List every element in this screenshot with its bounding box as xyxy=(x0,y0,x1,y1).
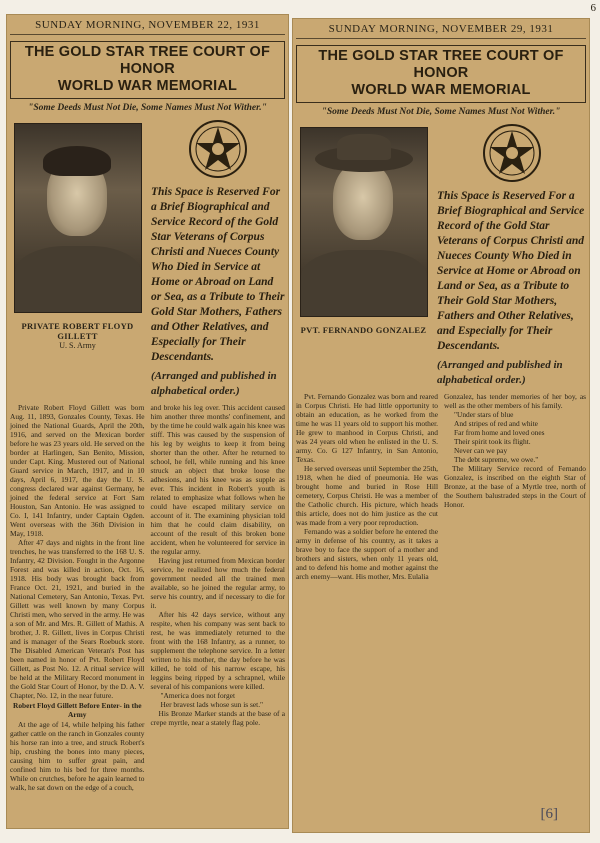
poem-line: The debt supreme, we owe." xyxy=(454,455,539,464)
memorial-banner xyxy=(10,41,285,99)
paragraph: After his 42 days service, without any respite, when his company was sent back to rest, he was immediately returned to the front with the 168 Infantry, as a runner, to supplement the telephone service. In a letter written to his mother, the day before he was killed, he told of his narrow escape, his leggins being ripped by a schrapnel, while several of his companions were killed. xyxy=(150,610,285,691)
soldier-portrait-photo xyxy=(300,127,428,317)
banner-line-2: WORLD WAR MEMORIAL xyxy=(57,78,238,94)
paragraph: He served overseas until September the 25th, 1918, when he died of pneumonia. He was brought home and buried in Rose Hill cemetery, Corpus Christi. He was a member of the Catholic church. His picture, which heads this article, does not do him justice as the cut was made from a very poor reproduction. xyxy=(296,464,438,527)
motto: "Some Deeds Must Not Die, Some Names Must Not Wither." xyxy=(28,103,267,113)
subheading: Robert Floyd Gillett Before Enter- in the Army xyxy=(13,701,142,719)
paragraph: and broke his leg over. This accident caused him another three months' confinement, and by the time he could walk again his knee was stiff. This was caused by the suspension of his leg by weights to keep it from being shorter than the other. After he returned to school, he fell, while running and his knee struck an object that broke loose the adhesions, and his knee was as supple as ever. This incident in Robert's youth is related to emphasize what follows when he could have escaped military service on account of it. The examining physician told him that he could claim disability, on account of the result of this broken bone accident, when he volunteered for service in the regular army. xyxy=(150,403,285,556)
arrangement-note: (Arranged and published in alphabetical order.) xyxy=(151,370,277,397)
archive-page-mark: [6] xyxy=(540,806,558,822)
paragraph: Gonzalez, has tender memories of her boy, as well as the other members of his family. xyxy=(444,392,586,410)
paragraph: After 47 days and nights in the front line trenches, he was transferred to the 168 U. S. Infantry, 42 Division. Fought in the Argonne Forest and was killed in action, Oct. 16, 1918. His body was brought back from France Oct. 21, 1921, and buried in the National Cemetery, San Antonio, Texas. Pvt. Gillett was well known by many Corpus Christi men, who served in the army. He was a son of Mr. and Mrs. R. Gillett of Mathis. A brother, J. R. Gillett, lives in Corpus Christi and is manager of the Sears Roebuck store. The Disabled American Veteran's Post has been named in honor of Pvt. Robert Floyd Gillett, as Post No. 12. A ritual service will be held at the Military Record monument in the Gold Star Court of Honor, by the D. A. V. Chapter, No. 12, in the near future. xyxy=(10,538,145,700)
banner-line-1: THE GOLD STAR TREE COURT OF HONOR xyxy=(24,44,271,77)
paragraph: Having just returned from Mexican border service, he realized how much the federal government needed all the trained men available, so he joined the regular army, to serve his country, and if necessary to die for it. xyxy=(150,556,285,610)
poem-line: And stripes of red and white xyxy=(454,419,538,428)
poem-line: Far from home and loved ones xyxy=(454,428,545,437)
poem-line: Their spirit took its flight. xyxy=(454,437,531,446)
poem-line: "Under stars of blue xyxy=(454,410,514,419)
article-column-1 xyxy=(296,392,438,581)
paragraph: The Military Service record of Fernando Gonzalez, is inscribed on the eighth Star of Bronze, at the base of a Myrtle tree, north of the Southern balustraded steps in the Court of Honor. xyxy=(444,464,586,509)
soldier-portrait-photo xyxy=(14,123,142,313)
gold-star-seal-icon xyxy=(188,119,248,179)
banner-line-1: THE GOLD STAR TREE COURT OF HONOR xyxy=(318,48,564,81)
reserved-space-notice: This Space is Reserved For a Brief Biographical and Service Record of the Gold Star Veterans of Corpus Christi and Nueces County Who Died in Service at Home or Abroad on Land or Sea, as a Tribute to Their Gold Star Mothers, Fathers and Other Relatives, and Especially for Their Descendants. xyxy=(437,190,585,352)
paragraph: At the age of 14, while helping his father gather cattle on the ranch in Gonzales county his horse ran into a tree, and struck Robert's hip, crushing the bones into many pieces, causing him to suffer great pain, and confined him to his bed for three months. While on crutches, before he again learned to walk, he sat down on the edge of a couch, xyxy=(10,720,145,792)
page-corner-number: 6 xyxy=(590,2,596,14)
paragraph: Fernando was a soldier before he entered the army in defense of his country, as it takes a brave boy to face the support of a mother and brothers and sisters, when only 11 years old, and to defend his home and mother against the arch enemy—want. His mother, Mrs. Eulalia xyxy=(296,527,438,581)
paragraph: Private Robert Floyd Gillett was born Aug. 11, 1893, Gonzales County, Texas. He joined the National Guards, April the 20th, 1916, and served on the Mexican border before he was 23 years old. He served on the border at Harlingen, San Benito, Mission, under Capt. King. Mustered out of National Guard service in March, 1917, and in 10 days, April 6, 1917, the day the U. S. congress declared war against Germany, he joined the federal service at Fort Sam Houston, San Antonio. He was assigned to Co. I, 141 Infantry, under Captain Ogden. Went overseas with the 36th Division in May, 1918. xyxy=(10,403,145,538)
dateline: SUNDAY MORNING, NOVEMBER 29, 1931 xyxy=(296,18,586,39)
reserved-space-notice: This Space is Reserved For a Brief Biographical and Service Record of the Gold Star Veterans of Corpus Christi and Nueces County Who Died in Service at Home or Abroad on Land or Sea, as a Tribute to Their Gold Star Mothers, Fathers and Other Relatives, and Especially for Their Descendants. xyxy=(151,186,285,363)
paragraph: Pvt. Fernando Gonzalez was born and reared in Corpus Christi. He had little opportunity to obtain an education, as he worked from the time he was 11 years old to support his mother. He grew to manhood in Corpus Christi, and was 24 years old when he enlisted in the U. S. army. Co. G 127 Infantry, in San Antonio, Texas. xyxy=(296,392,438,464)
gold-star-seal-icon xyxy=(482,123,542,183)
paragraph: His Bronze Marker stands at the base of a crepe myrtle, near a stately flag pole. xyxy=(150,709,285,727)
memorial-banner xyxy=(296,45,586,103)
clipping-right xyxy=(292,18,590,833)
article-column-2 xyxy=(151,403,286,792)
dateline: SUNDAY MORNING, NOVEMBER 22, 1931 xyxy=(10,14,285,35)
poem-line: "America does not forget xyxy=(160,691,236,700)
poem-line: Her bravest lads whose sun is set." xyxy=(160,700,264,709)
portrait-caption-sub: U. S. Army xyxy=(59,341,96,350)
banner-line-2: WORLD WAR MEMORIAL xyxy=(351,82,531,98)
article-column-2 xyxy=(444,392,586,581)
motto: "Some Deeds Must Not Die, Some Names Must Not Wither." xyxy=(321,107,561,117)
arrangement-note: (Arranged and published in alphabetical order.) xyxy=(437,359,563,386)
clipping-left xyxy=(6,14,289,829)
portrait-caption: PRIVATE ROBERT FLOYD GILLETT xyxy=(21,321,134,341)
portrait-caption: PVT. FERNANDO GONZALEZ xyxy=(300,325,427,335)
poem-line: Never can we pay xyxy=(454,446,508,455)
article-column-1 xyxy=(10,403,145,792)
